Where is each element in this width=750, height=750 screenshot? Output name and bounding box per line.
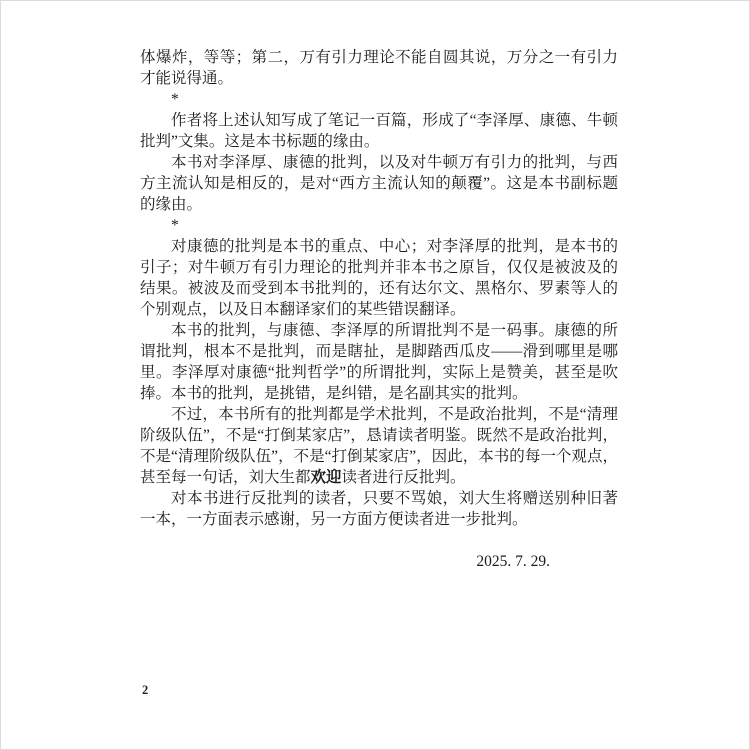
paragraph-focus: 对康德的批判是本书的重点、中心；对李泽厚的批判，是本书的引子；对牛顿万有引力理论的批判并非本书之原旨，仅仅是被波及的结果。被波及而受到本书批判的，还有达尔文、黑格尔、罗素等人的个别观点，以及日本翻译家们的某些错误翻译。 [140, 238, 618, 318]
section-separator-star: * [171, 217, 179, 234]
paragraph-continuation: 体爆炸，等等；第二，万有引力理论不能自圆其说，万分之一有引力才能说得通。 [140, 49, 618, 87]
emphasized-word: 欢迎 [310, 469, 342, 486]
paragraph-counter-criticism: 对本书进行反批判的读者，只要不骂娘，刘大生将赠送别种旧著一本，一方面表示感谢，另一方面方便读者进一步批判。 [140, 490, 618, 528]
text-block [140, 47, 618, 572]
paragraph-text-after: 读者进行反批判。 [341, 469, 466, 486]
paragraph-text-before: 不过，本书所有的批判都是学术批判，不是政治批判，不是“清理阶级队伍”，不是“打倒某家店”，恳请读者明鉴。既然不是政治批判，不是“清理阶级队伍”，不是“打倒某家店”，因此，本书的每一个观点，甚至每一句话，刘大生都 [140, 406, 618, 486]
section-separator-star: * [171, 91, 179, 108]
paragraph-subtitle-origin: 本书对李泽厚、康德的批判，以及对牛顿万有引力的批判，与西方主流认知是相反的，是对“西方主流认知的颠覆”。这是本书副标题的缘由。 [140, 154, 618, 213]
paragraph-criticism-nature: 本书的批判，与康德、李泽厚的所谓批判不是一码事。康德的所谓批判，根本不是批判，而是瞎扯，是脚踏西瓜皮——滑到哪里是哪里。李泽厚对康德“批判哲学”的所谓批判，实际上是赞美，甚至是吹捧。本书的批判，是挑错，是纠错，是名副其实的批判。 [140, 322, 618, 402]
paragraph-title-origin: 作者将上述认知写成了笔记一百篇，形成了“李泽厚、康德、牛顿批判”文集。这是本书标题的缘由。 [140, 112, 618, 150]
paragraph-academic-criticism [140, 404, 618, 488]
date-line: 2025. 7. 29. [476, 553, 550, 570]
page-number: 2 [142, 683, 149, 697]
